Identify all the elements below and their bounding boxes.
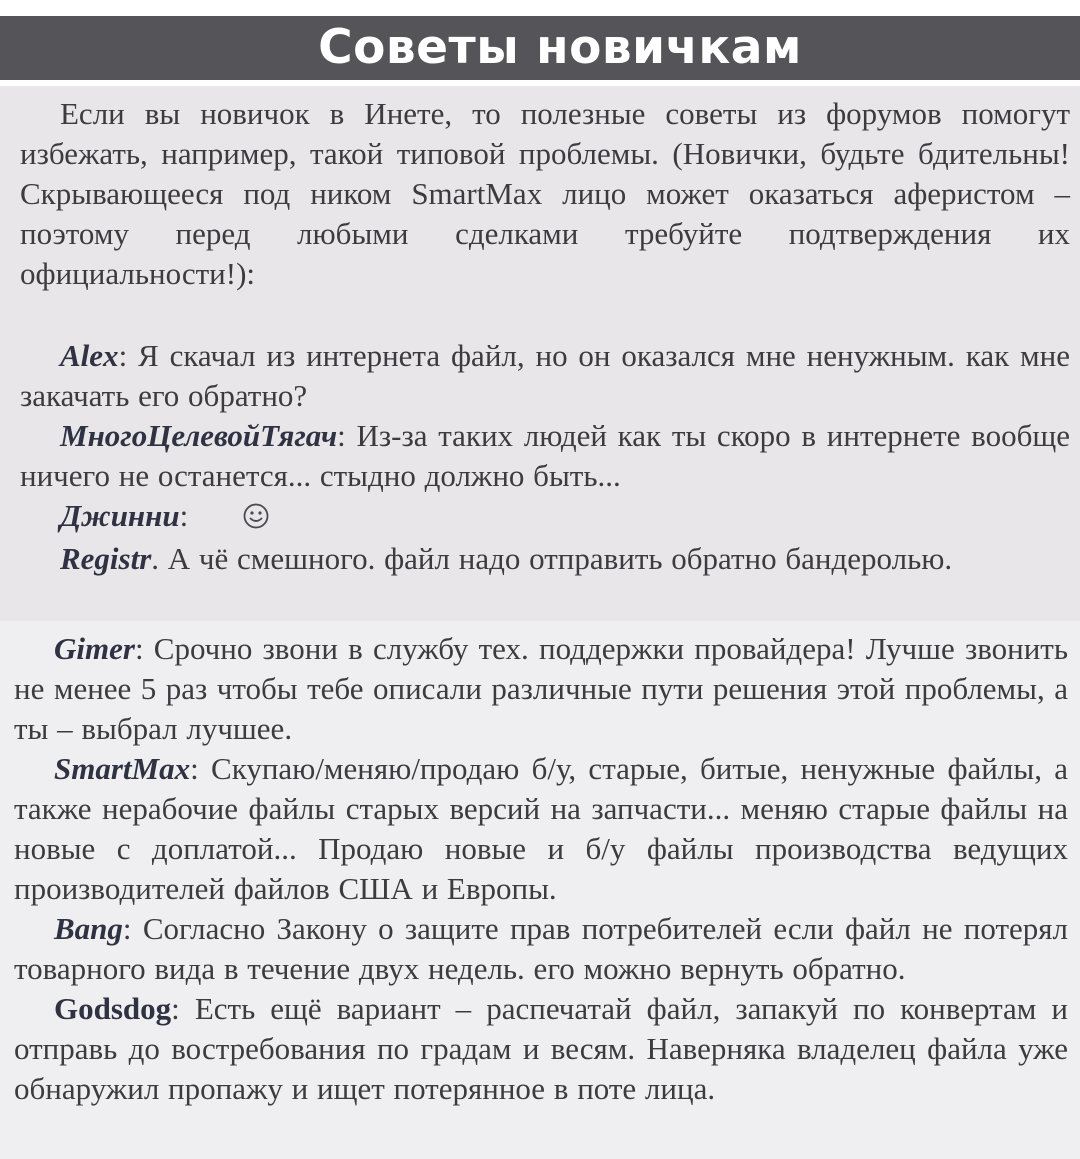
forum-post: [20, 539, 1070, 579]
intro-paragraph: Если вы новичок в Инете, то полезные советы из форумов помогут избежать, например, такой типовой проблемы. (Новички, будьте бдительны! Скрывающееся под ником SmartMax лицо может оказаться аферистом – поэтому перед любыми сделками требуйте подтверждения их официальности!):: [20, 96, 1070, 291]
forum-post: [14, 629, 1068, 749]
post-text: А чё смешного. файл надо отправить обратно бандеролью.: [167, 541, 953, 576]
post-separator: :: [118, 338, 139, 373]
post-text: Из-за таких людей как ты скоро в интернете вообще ничего не останется... стыдно должно быть...: [20, 418, 1070, 493]
post-text: Срочно звони в службу тех. поддержки провайдера! Лучше звонить не менее 5 раз чтобы тебе описали различные пути решения этой проблемы, а ты – выбрал лучшее.: [14, 631, 1068, 746]
forum-post: [14, 909, 1068, 989]
forum-post: [20, 336, 1070, 416]
post-text: Я скачал из интернета файл, но он оказался мне ненужным. как мне закачать его обратно?: [20, 338, 1070, 413]
section-header: [0, 0, 1080, 86]
post-text: Согласно Закону о защите прав потребителей если файл не потерял товарного вида в течение двух недель. его можно вернуть обратно.: [14, 911, 1068, 986]
post-author: SmartMax: [54, 751, 191, 786]
post-separator: :: [171, 991, 195, 1026]
post-text: Есть ещё вариант – распечатай файл, запакуй по конвертам и отправь до востребования по градам и весям. Наверняка владелец файла уже обнаружил пропажу и ищет потерянное в поте лица.: [14, 991, 1068, 1106]
post-separator: :: [134, 631, 154, 666]
post-separator: :: [179, 498, 197, 533]
post-separator: .: [151, 541, 168, 576]
forum-post: [14, 989, 1068, 1109]
post-author: Godsdog: [54, 991, 172, 1026]
forum-post: [14, 749, 1068, 909]
page-title: Советы новичкам: [318, 20, 802, 75]
post-author: Bang: [54, 911, 123, 946]
post-author: Gimer: [54, 631, 135, 666]
forum-post: [20, 496, 1070, 539]
forum-thread-part-1: [20, 336, 1070, 579]
smiley-face-icon: [203, 499, 269, 539]
post-separator: :: [122, 911, 143, 946]
forum-thread-part-2: [14, 629, 1068, 1109]
post-separator: :: [337, 418, 357, 453]
post-separator: :: [190, 751, 212, 786]
post-author: МногоЦелевойТягач: [60, 418, 338, 453]
post-author: Registr: [60, 541, 152, 576]
forum-post: [20, 416, 1070, 496]
post-text: Скупаю/меняю/продаю б/у, старые, битые, ненужные файлы, а также нерабочие файлы старых версий на запчасти... меняю старые файлы на новые с доплатой... Продаю новые и б/у файлы производства ведущих производителей файлов США и Европы.: [14, 751, 1068, 906]
post-author: Alex: [60, 338, 119, 373]
post-author: Джинни: [60, 498, 180, 533]
